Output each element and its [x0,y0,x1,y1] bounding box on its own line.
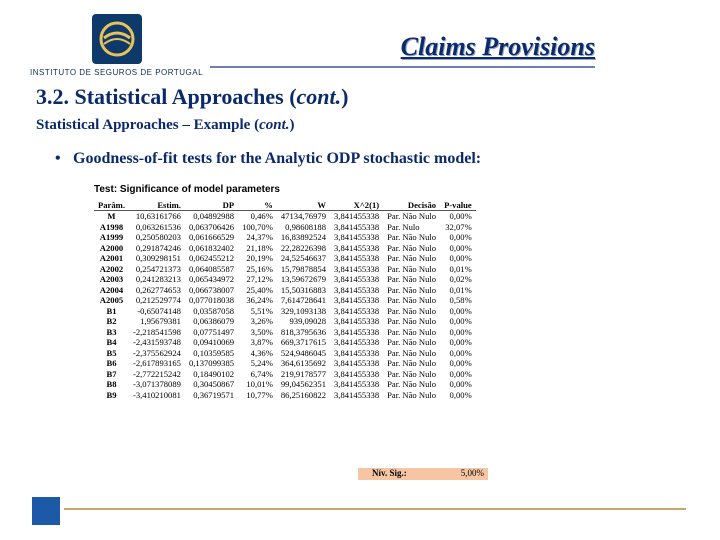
subheading-close: ) [289,117,295,133]
table-cell: 0,02% [449,274,472,285]
table-row [94,243,476,254]
bullet-dot-icon: • [55,150,61,167]
column-header: DP [185,199,238,211]
table-cell: 3,841455338 [334,347,380,358]
column-header: % [238,199,277,211]
table-cell: 3,841455338 [334,389,380,400]
table-cell: -2,617893165 [132,358,181,369]
table-cell: 669,3717615 [280,337,326,348]
table-row [94,274,476,285]
table-cell: 0,262774653 [135,284,181,295]
table-row [94,348,476,359]
table-row [94,211,476,222]
param-cell: B1 [106,305,117,316]
table-cell: 0,212529774 [135,295,181,306]
table-cell: 5,24% [250,358,273,369]
table-cell: Par. Não Nulo [387,379,437,390]
sig-value: 5,00% [460,468,484,478]
table-row [94,253,476,264]
heading-close: ) [341,84,349,109]
table-cell: Par. Não Nulo [387,389,437,400]
slide-heading [36,84,349,110]
param-cell: B3 [106,326,117,337]
param-cell: B4 [106,337,117,348]
table-row [94,285,476,296]
table-cell: 0,00% [449,326,472,337]
table-cell: 0,077018038 [188,295,235,306]
org-name: INSTITUTO DE SEGUROS DE PORTUGAL [30,68,204,77]
logo-mark-graphic [92,14,142,64]
table-cell: 3,841455338 [334,274,380,285]
table-cell: 0,00% [449,368,472,379]
table-cell: 0,01% [449,284,472,295]
table-cell: 10,63161766 [135,211,181,222]
table-cell: 47134,76979 [280,211,326,222]
table-row [94,379,476,390]
table-cell: 0,063261536 [135,221,181,232]
table-cell: 15,79878854 [280,263,326,274]
table-cell: 0,00% [449,305,472,316]
table-cell: 1,95679381 [140,316,181,327]
table-cell: 25,16% [246,263,273,274]
table-cell: Par. Não Nulo [387,337,437,348]
table-cell: 0,063706426 [188,221,235,232]
table-cell: Par. Não Nulo [387,358,437,369]
param-cell: B5 [106,347,117,358]
param-cell: B8 [106,379,117,390]
table-cell: 3,841455338 [334,368,380,379]
subheading-italic: cont. [259,117,290,133]
table-cell: Par. Não Nulo [387,305,437,316]
table-cell: Par. Não Nulo [387,284,437,295]
table-cell: Par. Não Nulo [387,368,437,379]
table-cell: Par. Não Nulo [387,295,437,306]
table-cell: 818,3795636 [280,326,326,337]
table-cell: 0,10359585 [193,347,235,358]
table-cell: 10,77% [246,389,273,400]
table-cell: 0,309298151 [135,253,181,264]
table-cell: 0,00% [449,253,472,264]
table-cell: 99,04562351 [280,379,326,390]
table-cell: 3,841455338 [334,211,380,222]
table-cell: 0,254721373 [135,263,181,274]
column-header: Decisão [383,199,440,211]
column-header: W [277,199,330,211]
table-cell: 0,00% [449,316,472,327]
table-row [94,390,476,401]
table-cell: Par. Não Nulo [387,211,437,222]
table-cell: 0,241283213 [135,274,181,285]
table-cell: 3,841455338 [334,379,380,390]
table-cell: 0,00% [449,347,472,358]
table-cell: 0,00% [449,337,472,348]
table-cell: 0,98608188 [285,221,326,232]
param-cell: A2001 [99,253,124,264]
table-cell: 7,614728641 [280,295,326,306]
table-cell: -3,071378089 [132,379,181,390]
table-cell: 32,07% [445,221,472,232]
table-row [94,337,476,348]
param-cell: A2003 [99,274,124,285]
logo-emblem [92,14,142,64]
table-cell: -2,375562924 [132,347,181,358]
table-cell: 0,00% [449,358,472,369]
column-header: Estim. [129,199,185,211]
table-cell: 0,064085587 [188,263,235,274]
param-cell: A1999 [99,232,124,243]
subheading-main: Statistical Approaches – Example ( [36,117,260,133]
table-row [94,295,476,306]
param-cell: A2005 [99,295,124,306]
table-cell: 0,36719571 [193,389,235,400]
table-cell: Par. Não Nulo [387,347,437,358]
table-cell: 0,04892988 [193,211,235,222]
param-cell: B9 [106,389,117,400]
table-cell: 0,061832402 [188,242,235,253]
header-divider [210,66,595,68]
table-cell: 0,58% [449,295,472,306]
table-cell: 0,062455212 [188,253,235,264]
column-header: X^2(1) [330,199,383,211]
table-cell: 0,03587058 [193,305,235,316]
table-cell: 939,09028 [289,316,326,327]
table-cell: 86,25160822 [280,389,326,400]
table-cell: 524,9486045 [280,347,326,358]
table-cell: 0,07751497 [193,326,235,337]
table-cell: 3,841455338 [334,305,380,316]
table-cell: 0,00% [449,232,472,243]
table-cell: 4,36% [250,347,273,358]
table-cell: 10,01% [246,379,273,390]
bullet-text: Goodness-of-fit tests for the Analytic ODP stochastic model: [73,150,482,167]
table-cell: 100,70% [242,221,273,232]
table-cell: 219,9178577 [280,368,326,379]
table-cell: Par. Não Nulo [387,263,437,274]
table-caption: Test: Significance of model parameters [94,184,280,195]
table-cell: 22,28226398 [280,242,326,253]
table-cell: 3,841455338 [334,284,380,295]
table-cell: 0,01% [449,263,472,274]
table-cell: -3,410210081 [132,389,181,400]
table-cell: Par. Nulo [387,221,420,232]
table-cell: 364,6135692 [280,358,326,369]
table-cell: 0,065434972 [188,274,235,285]
slide-subheading [36,117,294,134]
param-cell: A2004 [99,284,124,295]
table-cell: 24,52546637 [280,253,326,264]
table-cell: 3,841455338 [334,263,380,274]
table-cell: 3,87% [250,337,273,348]
table-cell: 3,841455338 [334,358,380,369]
table-cell: 3,841455338 [334,326,380,337]
table-cell: 0,066738007 [188,284,235,295]
table-cell: 3,841455338 [334,253,380,264]
table-cell: 27,12% [246,274,273,285]
table-row [94,358,476,369]
table-cell: Par. Não Nulo [387,253,437,264]
table-cell: 36,24% [246,295,273,306]
param-cell: M [107,211,116,222]
table-row [94,232,476,243]
isp-logo [30,14,210,80]
table-cell: 329,1093138 [280,305,326,316]
parameters-table [94,199,476,400]
table-cell: 20,19% [246,253,273,264]
heading-italic: cont. [296,84,342,109]
table-cell: Par. Não Nulo [387,242,437,253]
heading-main: 3.2. Statistical Approaches ( [36,84,297,109]
table-body [94,211,476,401]
table-cell: 3,26% [250,316,273,327]
table-cell: 0,00% [449,379,472,390]
table-cell: Par. Não Nulo [387,316,437,327]
table-cell: 3,841455338 [334,316,380,327]
table-cell: -2,772215242 [132,368,181,379]
table-cell: 3,841455338 [334,242,380,253]
table-row [94,327,476,338]
table-cell: 13,59672679 [280,274,326,285]
table-cell: -2,218541598 [132,326,181,337]
param-cell: A2000 [99,242,124,253]
table-cell: 16,83892524 [280,232,326,243]
table-cell: 3,841455338 [334,221,380,232]
table-cell: -0,65074148 [137,305,181,316]
table-cell: 0,09410069 [193,337,235,348]
table-cell: Par. Não Nulo [387,326,437,337]
table-row [94,369,476,380]
table-cell: -2,431593748 [132,337,181,348]
table-cell: 3,841455338 [334,232,380,243]
table-row [94,316,476,327]
table-header-row [94,199,476,211]
bullet-item [55,150,481,168]
footer-divider [64,508,686,510]
table-cell: 0,00% [449,389,472,400]
param-cell: A1998 [99,221,124,232]
param-cell: A2002 [99,263,124,274]
table-cell: 3,50% [250,326,273,337]
table-cell: 0,061666529 [188,232,235,243]
sig-label: Nív. Sig.: [372,468,407,478]
column-header: Parâm. [94,199,129,211]
table-row [94,222,476,233]
table-cell: 3,841455338 [334,337,380,348]
table-cell: 6,74% [250,368,273,379]
column-header: P-value [440,199,476,211]
table-cell: 0,46% [250,211,273,222]
table-cell: 15,50316883 [280,284,326,295]
table-cell: 0,291874246 [135,242,181,253]
table-cell: 0,137099385 [188,358,235,369]
table-row [94,264,476,275]
table-cell: 0,18490102 [193,368,235,379]
table-row [94,306,476,317]
table-cell: 0,30450867 [193,379,235,390]
param-cell: B2 [106,316,117,327]
table-cell: 25,40% [246,284,273,295]
param-cell: B6 [106,358,117,369]
footer-square [32,497,60,525]
table-cell: 24,37% [246,232,273,243]
table-cell: 21,18% [246,242,273,253]
table-cell: 0,00% [449,242,472,253]
table-cell: 3,841455338 [334,295,380,306]
table-cell: Par. Não Nulo [387,232,437,243]
table-cell: 5,51% [250,305,273,316]
table-cell: Par. Não Nulo [387,274,437,285]
table-cell: 0,250580203 [135,232,181,243]
table-cell: 0,06386079 [193,316,235,327]
param-cell: B7 [106,368,117,379]
header-title: Claims Provisions [400,32,595,61]
table-cell: 0,00% [449,211,472,222]
significance-level [358,468,488,480]
